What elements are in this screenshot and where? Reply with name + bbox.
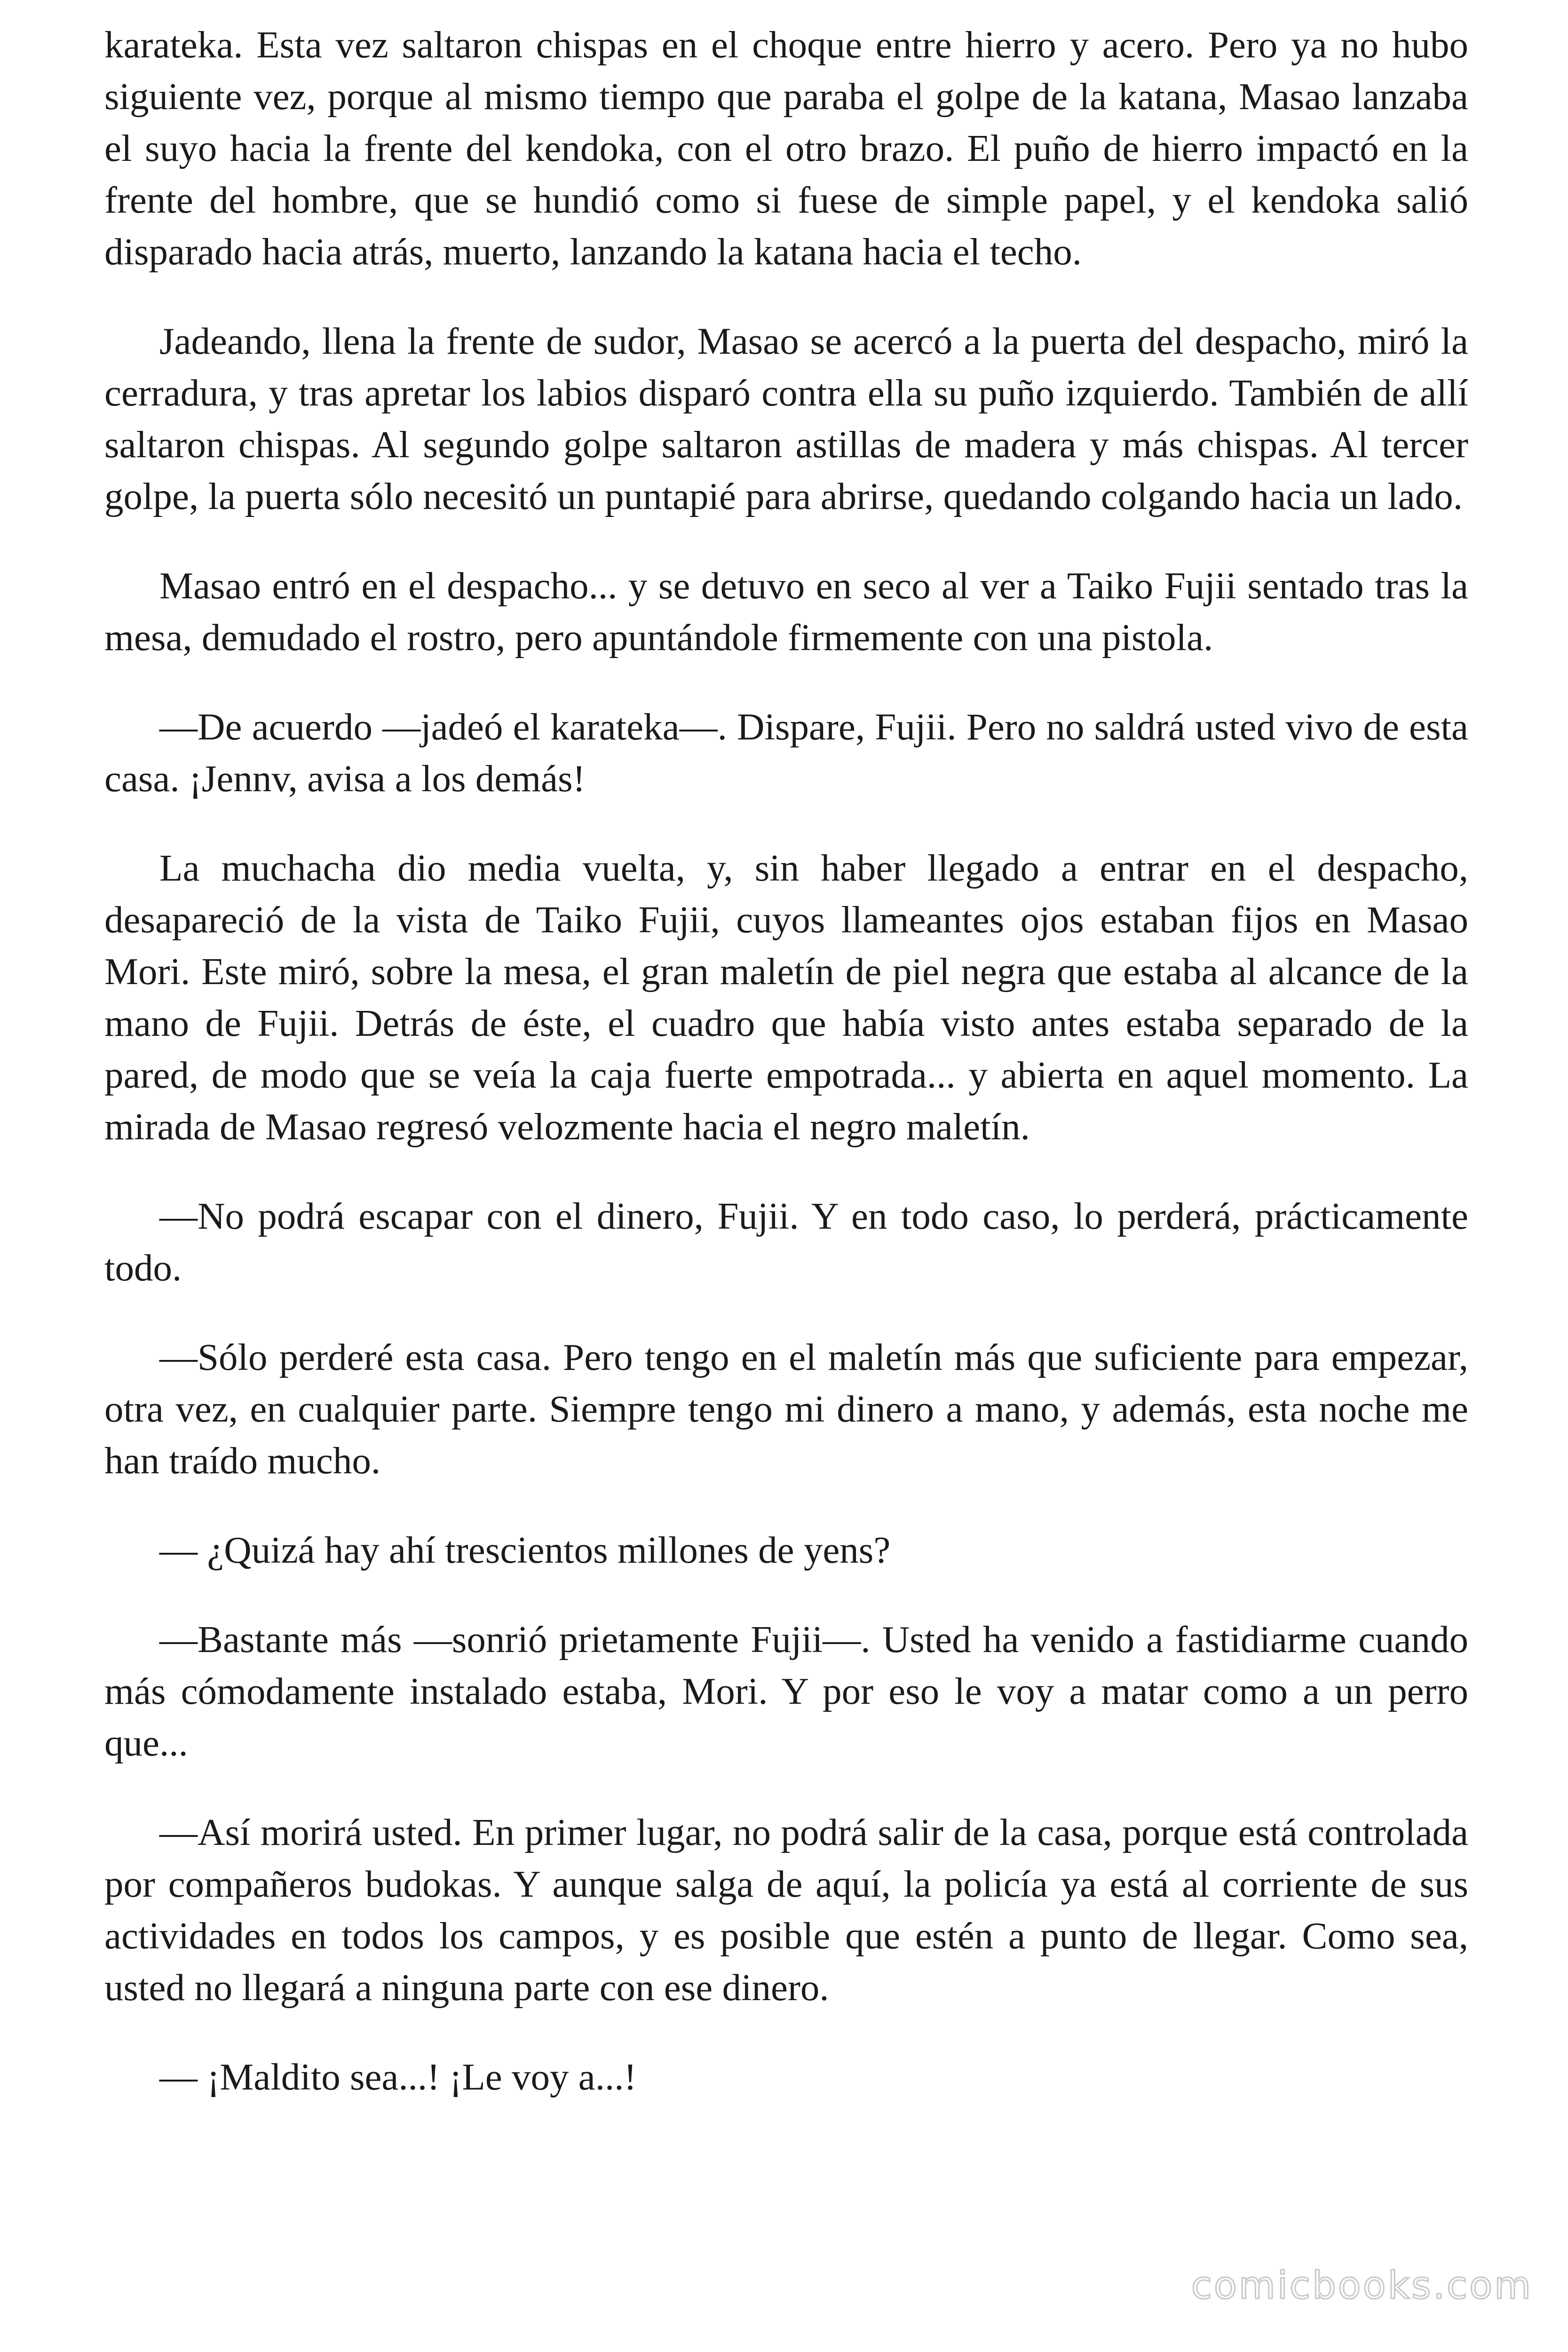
paragraph-6: —No podrá escapar con el dinero, Fujii. Y en todo caso, lo perderá, prácticamente todo. bbox=[104, 1195, 1468, 1289]
paragraph-7: —Sólo perderé esta casa. Pero tengo en el maletín más que suficiente para empezar, otra vez, en cualquier parte. Siempre tengo mi dinero a mano, y además, esta noche me han traído mucho. bbox=[104, 1336, 1468, 1482]
paragraph-8: — ¿Quizá hay ahí trescientos millones de yens? bbox=[159, 1529, 891, 1571]
paragraph-1: karateka. Esta vez saltaron chispas en el choque entre hierro y acero. Pero ya no hubo siguiente vez, porque al mismo tiempo que paraba el golpe de la katana, Masao lanzaba el suyo hacia la frente del kendoka, con el otro brazo. El puño de hierro impactó en la frente del hombre, que se hundió como si fuese de simple papel, y el kendoka salió disparado hacia atrás, muerto, lanzando la katana hacia el techo. bbox=[104, 24, 1468, 273]
paragraph-5: La muchacha dio media vuelta, y, sin haber llegado a entrar en el despacho, desapareció de la vista de Taiko Fujii, cuyos llameantes ojos estaban fijos en Masao Mori. Este miró, sobre la mesa, el gran maletín de piel negra que estaba al alcance de la mano de Fujii. Detrás de éste, el cuadro que había visto antes estaba separado de la pared, de modo que se veía la caja fuerte empotrada... y abierta en aquel momento. La mirada de Masao regresó velozmente hacia el negro maletín. bbox=[104, 847, 1468, 1148]
paragraph-3: Masao entró en el despacho... y se detuvo en seco al ver a Taiko Fujii sentado tras la mesa, demudado el rostro, pero apuntándole firmemente con una pistola. bbox=[104, 564, 1468, 659]
paragraph-4: —De acuerdo —jadeó el karateka—. Dispare, Fujii. Pero no saldrá usted vivo de esta casa. ¡Jennv, avisa a los demás! bbox=[104, 706, 1468, 800]
paragraph-11: — ¡Maldito sea...! ¡Le voy a...! bbox=[159, 2056, 637, 2098]
watermark: comicbooks.com bbox=[1191, 2264, 1533, 2307]
paragraph-10: —Así morirá usted. En primer lugar, no podrá salir de la casa, porque está controlada por compañeros budokas. Y aunque salga de aquí, la policía ya está al corriente de sus actividades en todos los campos, y es posible que estén a punto de llegar. Como sea, usted no llegará a ninguna parte con ese dinero. bbox=[104, 1811, 1468, 2009]
body-text bbox=[104, 19, 1468, 2140]
paragraph-2: Jadeando, llena la frente de sudor, Masao se acercó a la puerta del despacho, miró la cerradura, y tras apretar los labios disparó contra ella su puño izquierdo. También de allí saltaron chispas. Al segundo golpe saltaron astillas de madera y más chispas. Al tercer golpe, la puerta sólo necesitó un puntapié para abrirse, quedando colgando hacia un lado. bbox=[104, 320, 1468, 517]
paragraph-9: —Bastante más —sonrió prietamente Fujii—. Usted ha venido a fastidiarme cuando más cómodamente instalado estaba, Mori. Y por eso le voy a matar como a un perro que... bbox=[104, 1618, 1468, 1764]
